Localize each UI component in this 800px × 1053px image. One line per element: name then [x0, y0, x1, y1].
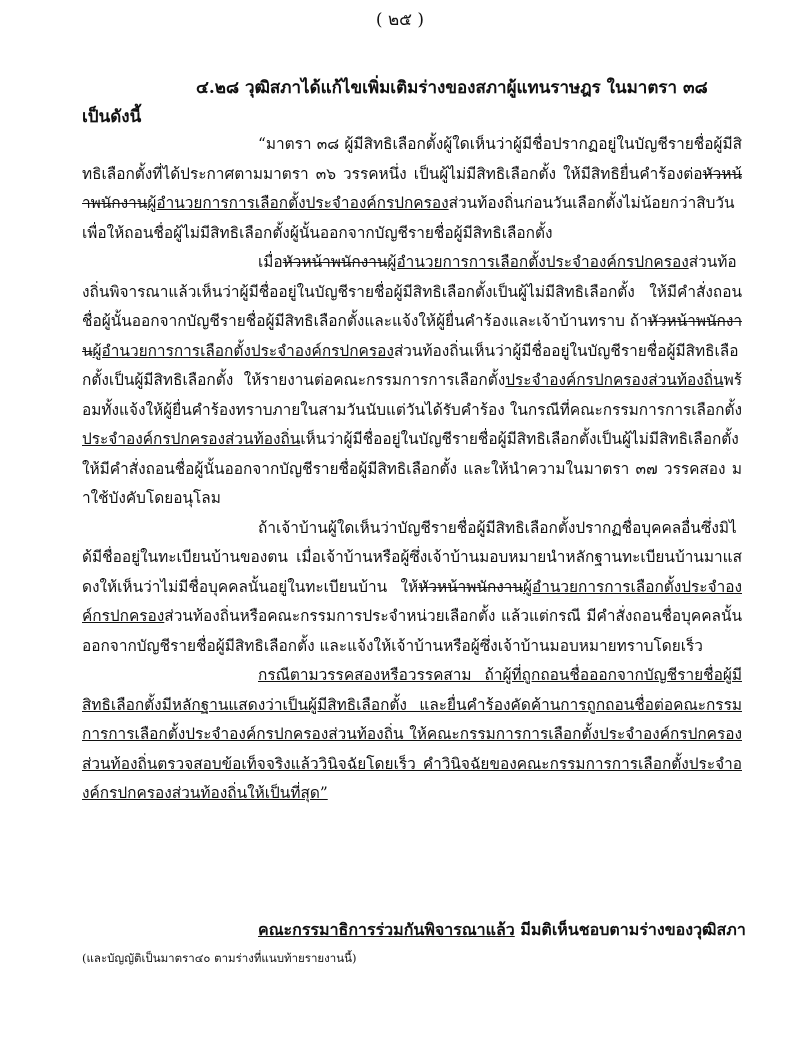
section-heading-continuation: เป็นดังนี้ [82, 107, 142, 127]
section-heading: ๔.๒๘ วุฒิสภาได้แก้ไขเพิ่มเติมร่างของสภาผู้แทนราษฎร ในมาตรา ๓๘ [196, 78, 708, 98]
inserted-text: ผู้อำนวยการการเลือกตั้งประจำองค์กรปกครอง [147, 194, 449, 212]
paragraph-text: ส่วนท้องถิ่นก่อนวันเลือกตั้งไม่น้อยกว่าสิบวัน เพื่อให้ถอนชื่อผู้ไม่มีสิทธิเลือกตั้งผู้นั้นออกจากบัญชีรายชื่อผู้มีสิทธิเลือกตั้ง [82, 194, 735, 242]
paragraph-text: พร้อมทั้งแจ้งให้ผู้ยื่นคำร้องทราบภายในสามวันนับแต่วันได้รับคำร้อง ในกรณีที่คณะกรรมการการเลือกตั้ง [82, 371, 742, 419]
struck-text: หัวหน้าพนักงาน [282, 253, 388, 271]
inserted-text: ผู้อำนวยการการเลือกตั้งประจำองค์กรปกครอง [92, 341, 394, 360]
committee-resolution [258, 918, 746, 943]
paragraph-section-38-4-inserted: กรณีตามวรรคสองหรือวรรคสาม ถ้าผู้ที่ถูกถอนชื่อออกจากบัญชีรายชื่อผู้มีสิทธิเลือกตั้งมีหลักฐานแสดงว่าเป็นผู้มีสิทธิเลือกตั้ง และยื่นคำร้องคัดค้านการถูกถอนชื่อต่อคณะกรรมการการเลือกตั้งประจำองค์กรปกครองส่วนท้องถิ่น ให้คณะกรรมการการเลือกตั้งประจำองค์กรปกครองส่วนท้องถิ่นตรวจสอบข้อเท็จจริงแล้ววินิจฉัยโดยเร็ว คำวินิจฉัยของคณะกรรมการการเลือกตั้งประจำองค์กรปกครองส่วนท้องถิ่นให้เป็นที่สุด” [82, 666, 742, 802]
committee-label: คณะกรรมาธิการร่วมกันพิจารณาแล้ว [258, 920, 515, 939]
struck-text: หัวหน้าพนักงาน [82, 312, 742, 360]
inserted-text: ประจำองค์กรปกครองส่วนท้องถิ่น [82, 430, 301, 448]
paragraph-section-38-3 [82, 514, 742, 662]
paragraph-text: เห็นว่าผู้มีชื่ออยู่ในบัญชีรายชื่อผู้มีสิทธิเลือกตั้งเป็นผู้ไม่มีสิทธิเลือกตั้ง ให้มีคำสั่งถอนชื่อผู้นั้นออกจากบัญชีรายชื่อผู้มีสิทธิเลือกตั้ง และให้นำความในมาตรา ๓๗ วรรคสอง มาใช้บังคับโดยอนุโลม [82, 430, 742, 507]
paragraph-section-38-1 [82, 130, 742, 248]
paragraph-text: “มาตรา ๓๘ ผู้มีสิทธิเลือกตั้งผู้ใดเห็นว่าผู้มีชื่อปรากฏอยู่ในบัญชีรายชื่อผู้มีสิทธิเลือกตั้งที่ได้ประกาศตามมาตรา ๓๖ วรรคหนึ่ง เป็นผู้ไม่มีสิทธิเลือกตั้ง ให้มีสิทธิยื่นคำร้องต่อ [82, 135, 742, 183]
page-number: ( ๒๕ ) [375, 10, 425, 30]
paragraph-text: ส่วนท้องถิ่นหรือคณะกรรมการประจำหน่วยเลือกตั้ง แล้วแต่กรณี มีคำสั่งถอนชื่อบุคคลนั้นออกจากบัญชีรายชื่อผู้มีสิทธิเลือกตั้ง และแจ้งให้เจ้าบ้านหรือผู้ซึ่งเจ้าบ้านมอบหมายทราบโดยเร็ว [82, 607, 742, 655]
inserted-text: ประจำองค์กรปกครองส่วนท้องถิ่น [505, 371, 724, 389]
struck-text: หัวหน้าพนักงาน [82, 164, 742, 212]
paragraph-text: เมื่อ [258, 253, 283, 271]
document-body [82, 130, 742, 809]
footnote: (และบัญญัติเป็นมาตรา๔๐ ตามร่างที่แนบท้ายรายงานนี้) [82, 951, 357, 965]
paragraph-text: ถ้าเจ้าบ้านผู้ใดเห็นว่าบัญชีรายชื่อผู้มีสิทธิเลือกตั้งปรากฏชื่อบุคคลอื่นซึ่งมิได้มีชื่ออยู่ในทะเบียนบ้านของตน เมื่อเจ้าบ้านหรือผู้ซึ่งเจ้าบ้านมอบหมายนำหลักฐานทะเบียนบ้านมาแสดงให้เห็นว่าไม่มีชื่อบุคคลนั้นอยู่ในทะเบียนบ้าน ให้ [82, 518, 742, 596]
committee-resolution-text: มีมติเห็นชอบตามร่างของวุฒิสภา [514, 920, 746, 939]
inserted-text: ผู้อำนวยการการเลือกตั้งประจำองค์กรปกครอง [387, 253, 689, 271]
inserted-text: ผู้อำนวยการการเลือกตั้งประจำองค์กรปกครอง [82, 577, 742, 625]
paragraph-section-38-2 [82, 248, 742, 514]
paragraph-text: ส่วนท้องถิ่นเห็นว่าผู้มีชื่ออยู่ในบัญชีรายชื่อผู้มีสิทธิเลือกตั้งเป็นผู้มีสิทธิเลือกตั้ง ให้รายงานต่อคณะกรรมการการเลือกตั้ง [82, 341, 739, 389]
paragraph-text: ส่วนท้องถิ่นพิจารณาแล้วเห็นว่าผู้มีชื่ออยู่ในบัญชีรายชื่อผู้มีสิทธิเลือกตั้งเป็นผู้ไม่มีสิทธิเลือกตั้ง ให้มีคำสั่งถอนชื่อผู้นั้นออกจากบัญชีรายชื่อผู้มีสิทธิเลือกตั้งและแจ้งให้ผู้ยื่นคำร้องและเจ้าบ้านทราบ ถ้า [82, 253, 742, 330]
struck-text: หัวหน้าพนักงาน [418, 577, 523, 596]
